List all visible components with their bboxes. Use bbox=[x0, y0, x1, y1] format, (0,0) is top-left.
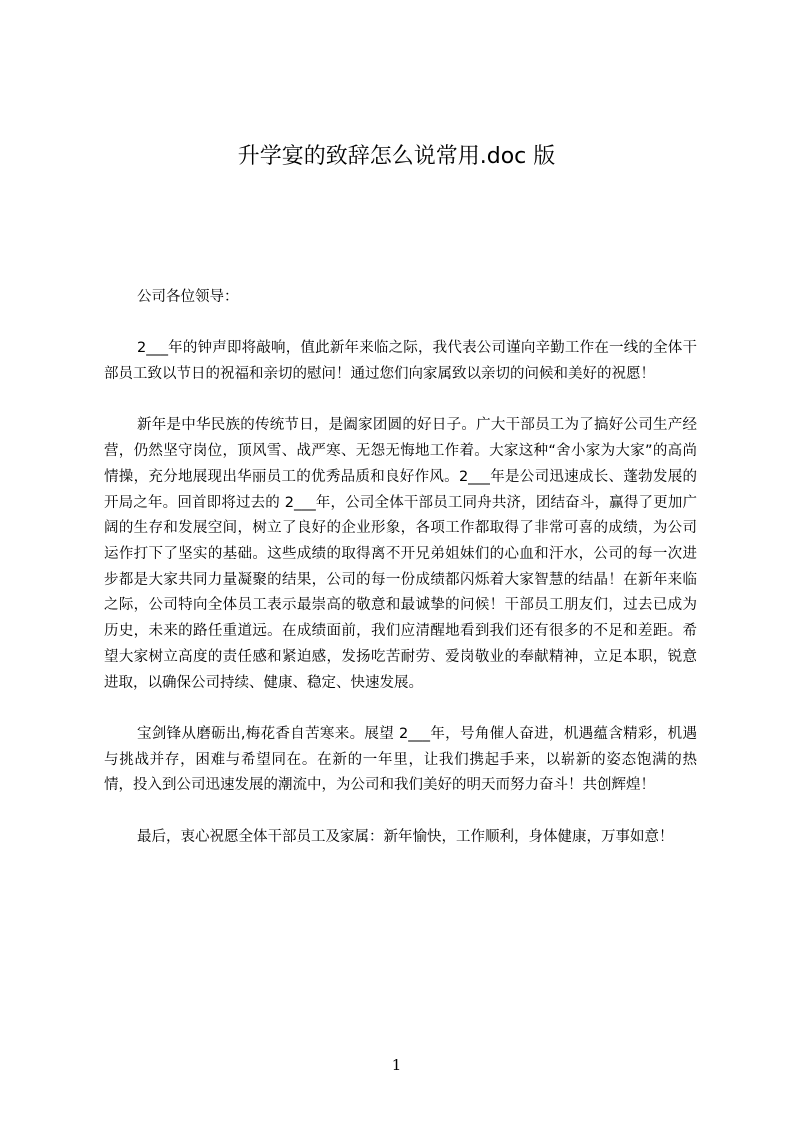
document-body bbox=[104, 285, 697, 876]
document-title: 升学宴的致辞怎么说常用.doc 版 bbox=[237, 144, 556, 169]
paragraph-review: 新年是中华民族的传统节日，是阖家团圆的好日子。广大干部员工为了搞好公司生产经营，仍然坚守岗位，顶风雪、战严寒、无怨无悔地工作着。大家这种“舍小家为大家”的高尚情操，充分地展现出华丽员工的优秀品质和良好作风。2___年是公司迅速成长、蓬勃发展的开局之年。回首即将过去的 2___年，公司全体干部员工同舟共济，团结奋斗，赢得了更加广阔的生存和发展空间，树立了良好的企业形象，各项工作都取得了非常可喜的成绩，为公司运作打下了坚实的基础。这些成绩的取得离不开兄弟姐妹们的心血和汗水，公司的每一次进步都是大家共同力量凝聚的结果，公司的每一份成绩都闪烁着大家智慧的结晶！在新年来临之际，公司特向全体员工表示最崇高的敬意和最诚挚的问候！干部员工朋友们，过去已成为历史，未来的路任重道远。在成绩面前，我们应清醒地看到我们还有很多的不足和差距。希望大家树立高度的责任感和紧迫感，发扬吃苦耐劳、爱岗敬业的奉献精神，立足本职，锐意进取，以确保公司持续、健康、稳定、快速发展。 bbox=[104, 417, 697, 691]
paragraph-outlook: 宝剑锋从磨砺出,梅花香自苦寒来。展望 2___年，号角催人奋进，机遇蕴含精彩，机遇与挑战并存，困难与希望同在。在新的一年里，让我们携起手来，以崭新的姿态饱满的热情，投入到公司迅速发展的潮流中，为公司和我们美好的明天而努力奋斗！共创辉煌！ bbox=[104, 725, 697, 794]
paragraph-greeting: 2___年的钟声即将敲响，值此新年来临之际，我代表公司谨向辛勤工作在一线的全体干部员工致以节日的祝福和亲切的慰问！通过您们向家属致以亲切的问候和美好的祝愿！ bbox=[104, 340, 697, 383]
paragraph-closing: 最后，衷心祝愿全体干部员工及家属：新年愉快，工作顺利，身体健康，万事如意！ bbox=[137, 828, 674, 845]
salutation: 公司各位领导： bbox=[137, 289, 239, 305]
page-number: 1 bbox=[391, 1056, 402, 1074]
